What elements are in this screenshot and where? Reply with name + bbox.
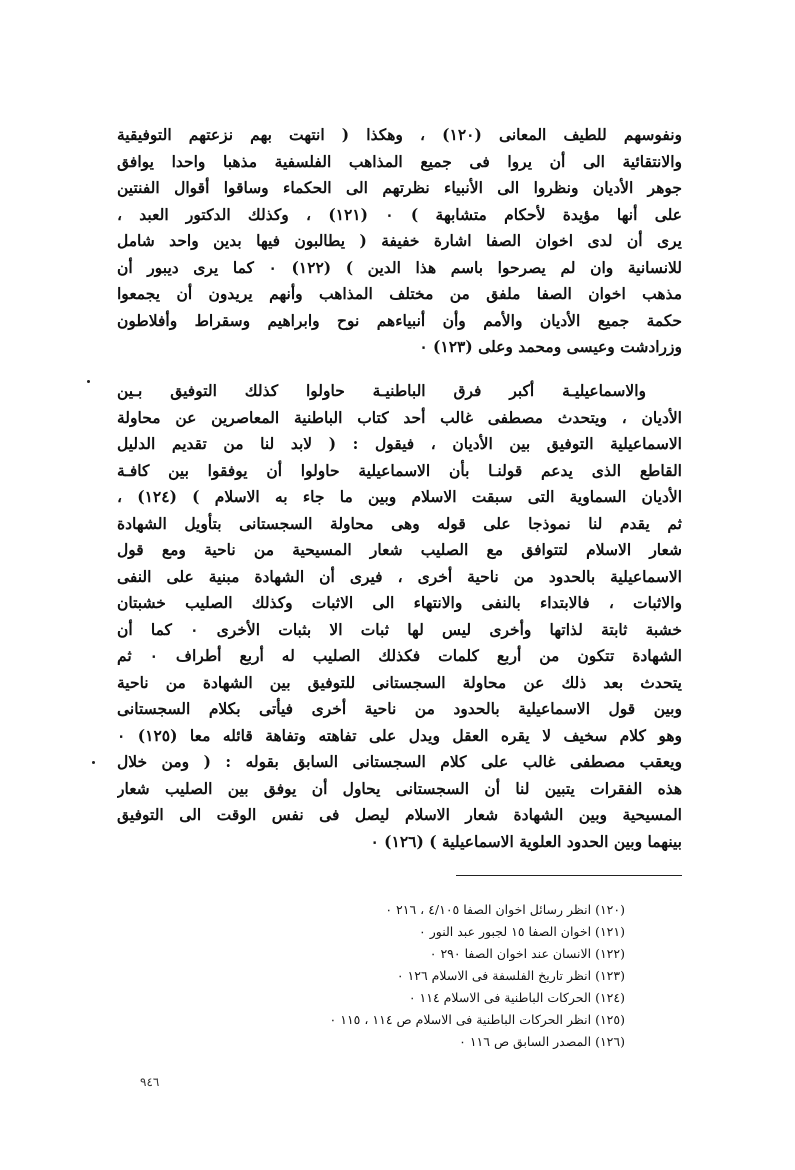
footnote: (١٢٢) الانسان عند اخوان الصفا ٢٩٠ ٠ [429,946,625,961]
footnotes [185,899,625,1053]
text-line: الأديان السماوية التى سبقت الاسلام وبين ما جاء به الاسلام ) (١٢٤) ، [117,487,682,506]
text-line: شعار الاسلام لتتوافق مع الصليب شعار المسيحية من ناحية ومع قول [117,540,682,559]
paragraph-1 [117,122,682,361]
text-line: خشبة ثابتة لذاتها وأخرى ليس لها ثبات الا بثبات الأخرى ٠ كما أن [117,619,682,639]
footnote: (١٢٠) انظر رسائل اخوان الصفا ٤/١٠٥ ، ٢١٦ ٠ [385,902,625,917]
text-line: وهو كلام سخيف لا يقره العقل ويدل على تفاهته وتفاهة قائله معا (١٢٥) ٠ [117,725,682,745]
text-line: والاسماعيليـة أكبر فرق الباطنيـة حاولوا كذلك التوفيق بـين [117,381,646,400]
text-line: القاطع الذى يدعم قولنـا بأن الاسماعيلية حاولوا أن يوفقوا بين كافـة [117,460,682,480]
text-line: ويعقب مصطفى غالب على كلام السجستانى السابق بقوله : ( ومن خلال [117,752,682,771]
text-line: ثم يقدم لنا نموذجا على قوله وهى محاولة السجستانى بتأويل الشهادة [117,513,682,533]
scan-speck [92,761,95,764]
text-line: ونفوسهم للطيف المعانى (١٢٠) ، وهكذا ( انتهت بهم نزعتهم التوفيقية [117,125,682,144]
text-line: جوهر الأديان ونظروا الى الأنبياء نظرتهم الى الحكماء وساقوا أقوال الفنتين [117,178,682,197]
text-line: الاسماعيلية بالحدود من ناحية أخرى ، فيرى أن الشهادة مبنية على النفى [117,566,682,586]
text-line: على أنها مؤيدة لأحكام متشابهة ) ٠ (١٢١) ، وكذلك الدكتور العبد ، [117,204,682,224]
text-line: وزرادشت وعيسى ومحمد وعلى (١٢٣) ٠ [419,337,682,356]
footnote: (١٢٥) انظر الحركات الباطنية فى الاسلام ص ١١٤ ، ١١٥ ٠ [329,1012,625,1027]
text-line: حكمة جميع الأديان والأمم وأن أنبياءهم نوح وابراهيم وسقراط وأفلاطون [117,310,682,330]
text-line: المسيحية وبين الشهادة شعار الاسلام ليصل فى نفس الوقت الى التوفيق [117,805,682,824]
text-line: الأديان ، ويتحدث مصطفى غالب أحد كتاب الباطنية المعاصرين عن محاولة [117,407,682,427]
footnote: (١٢١) اخوان الصفا ١٥ لجبور عبد النور ٠ [419,924,625,939]
text-line: وبين قول الاسماعيلية بالحدود من ناحية أخرى فيأتى بكلام السجستانى [117,699,682,718]
text-line: للانسانية وان لم يصرحوا باسم هذا الدين ) (١٢٢) ٠ كما يرى ديبور أن [117,257,682,277]
text-line: مذهب اخوان الصفا ملفق من مختلف المذاهب وأنهم يريدون أن يجمعوا [117,284,682,303]
text-line: والانتقائية الى أن يروا فى جميع المذاهب الفلسفية مذهبا واحدا يوافق [117,151,682,171]
text-line: يتحدث بعد ذلك عن محاولة السجستانى للتوفيق بين الشهادة من ناحية [117,672,682,692]
footnote: (١٢٦) المصدر السابق ص ١١٦ ٠ [459,1034,625,1049]
page-number: ٩٤٦ [140,1075,160,1089]
footnote: (١٢٣) انظر تاريخ الفلسفة فى الاسلام ١٢٦ ٠ [396,968,625,983]
footnote-separator [456,875,682,876]
text-line: الاسماعيلية التوفيق بين الأديان ، فيقول : ( لابد لنا من تقديم الدليل [117,434,682,453]
scan-speck [87,380,90,383]
text-line: بينهما وبين الحدود العلوية الاسماعيلية ) (١٢٦) ٠ [370,831,682,851]
text-line: الشهادة تتكون من أربع كلمات فكذلك الصليب له أربع أطراف ٠ ثم [117,646,682,665]
text-line: هذه الفقرات يتبين لنا أن السجستانى يحاول أن يوفق بين الصليب شعار [117,778,682,798]
text-line: يرى أن لدى اخوان الصفا اشارة خفيفة ( يطالبون فيها بدين واحد شامل [117,231,682,250]
paragraph-2 [117,378,682,855]
footnote: (١٢٤) الحركات الباطنية فى الاسلام ١١٤ ٠ [408,990,625,1005]
text-line: والاثبات ، فالابتداء بالنفى والانتهاء الى الاثبات وكذلك الصليب خشبتان [117,593,682,612]
